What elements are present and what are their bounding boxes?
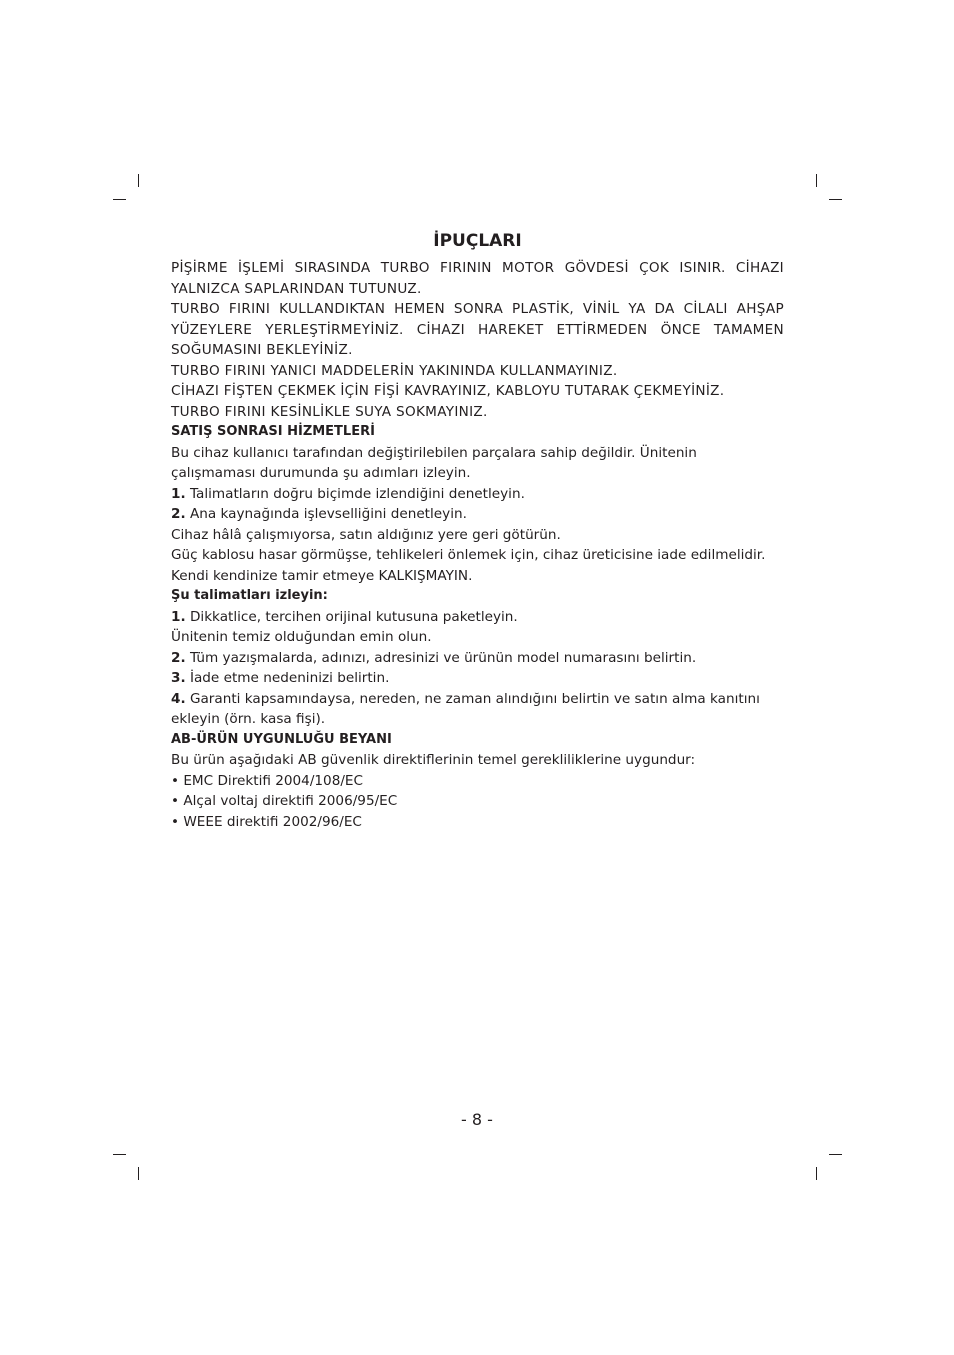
- instruction-step: [171, 689, 784, 730]
- conformity-intro: Bu ürün aşağıdaki AB güvenlik direktiflerinin temel gerekliliklerine uygundur:: [171, 752, 696, 768]
- conformity-heading: AB-ÜRÜN UYGUNLUĞU BEYANI: [171, 731, 392, 747]
- crop-mark-top-left-v: [138, 174, 139, 187]
- instruction-line: Ünitenin temiz olduğundan emin olun.: [171, 629, 432, 645]
- step-number: 1.: [171, 608, 186, 625]
- step-number: 2.: [171, 649, 186, 666]
- step-text: Ana kaynağında işlevselliğini denetleyin.: [185, 506, 467, 522]
- crop-mark-bottom-right-v: [816, 1167, 817, 1180]
- crop-mark-bottom-right-h: [829, 1154, 842, 1155]
- tip-paragraph: TURBO FIRINI KULLANDIKTAN HEMEN SONRA PLASTİK, VİNİL YA DA CİLALI AHŞAP YÜZEYLERE YERLEŞTİRMEYİNİZ. CİHAZI HAREKET ETTİRMEDEN ÖNCE TAMAMEN SOĞUMASINI BEKLEYİNİZ.: [171, 301, 784, 358]
- tip-paragraph: CİHAZI FİŞTEN ÇEKMEK İÇİN FİŞİ KAVRAYINIZ, KABLOYU TUTARAK ÇEKMEYİNİZ.: [171, 383, 725, 399]
- after-sales-intro: Bu cihaz kullanıcı tarafından değiştirilebilen parçalara sahip değildir. Ünitenin çalışmaması durumunda şu adımları izleyin.: [171, 444, 697, 481]
- instructions-section: [171, 586, 784, 730]
- tip-paragraph: TURBO FIRINI KESİNLİKLE SUYA SOKMAYINIZ.: [171, 403, 488, 420]
- after-sales-section: [171, 422, 784, 586]
- tips-section: [171, 258, 784, 422]
- step-text: Talimatların doğru biçimde izlendiğini denetleyin.: [185, 485, 525, 502]
- after-sales-line: Cihaz hâlâ çalışmıyorsa, satın aldığınız yere geri götürün.: [171, 526, 561, 543]
- after-sales-step: [171, 484, 784, 505]
- instruction-step: [171, 668, 784, 689]
- directive-item: • EMC Direktifi 2004/108/EC: [171, 772, 364, 789]
- after-sales-line: Kendi kendinize tamir etmeye KALKIŞMAYIN.: [171, 567, 473, 584]
- step-number: 4.: [171, 690, 186, 707]
- directive-item: • WEEE direktifi 2002/96/EC: [171, 813, 362, 830]
- step-text: Garanti kapsamındaysa, nereden, ne zaman alındığını belirtin ve satın alma kanıtını ekleyin (örn. kasa fişi).: [171, 690, 760, 727]
- step-text: Tüm yazışmalarda, adınızı, adresinizi ve ürünün model numarasını belirtin.: [185, 649, 697, 666]
- step-text: Dikkatlice, tercihen orijinal kutusuna paketleyin.: [185, 608, 518, 625]
- crop-mark-top-right-h: [829, 199, 842, 200]
- crop-mark-bottom-left-v: [138, 1167, 139, 1180]
- after-sales-heading: SATIŞ SONRASI HİZMETLERİ: [171, 424, 375, 439]
- page-number: - 8 -: [461, 1110, 493, 1129]
- step-number: 1.: [171, 485, 186, 502]
- step-text: İade etme nedeninizi belirtin.: [185, 670, 390, 686]
- step-number: 2.: [171, 506, 186, 522]
- directive-item: • Alçal voltaj direktifi 2006/95/EC: [171, 793, 398, 809]
- instruction-step: [171, 648, 784, 669]
- after-sales-step: [171, 504, 784, 525]
- tip-paragraph: PİŞİRME İŞLEMİ SIRASINDA TURBO FIRININ MOTOR GÖVDESİ ÇOK ISINIR. CİHAZI YALNIZCA SAPLARINDAN TUTUNUZ.: [171, 260, 784, 297]
- page-content: [171, 230, 784, 832]
- crop-mark-bottom-left-h: [113, 1154, 126, 1155]
- conformity-section: [171, 730, 784, 833]
- after-sales-line: Güç kablosu hasar görmüşse, tehlikeleri önlemek için, cihaz üreticisine iade edilmelidir.: [171, 547, 766, 563]
- page-title: İPUÇLARI: [433, 231, 522, 251]
- crop-mark-top-right-v: [816, 174, 817, 187]
- tip-paragraph: TURBO FIRINI YANICI MADDELERİN YAKININDA KULLANMAYINIZ.: [171, 362, 618, 379]
- step-number: 3.: [171, 670, 186, 686]
- instructions-heading: Şu talimatları izleyin:: [171, 588, 328, 603]
- crop-mark-top-left-h: [113, 199, 126, 200]
- instruction-step: [171, 607, 784, 628]
